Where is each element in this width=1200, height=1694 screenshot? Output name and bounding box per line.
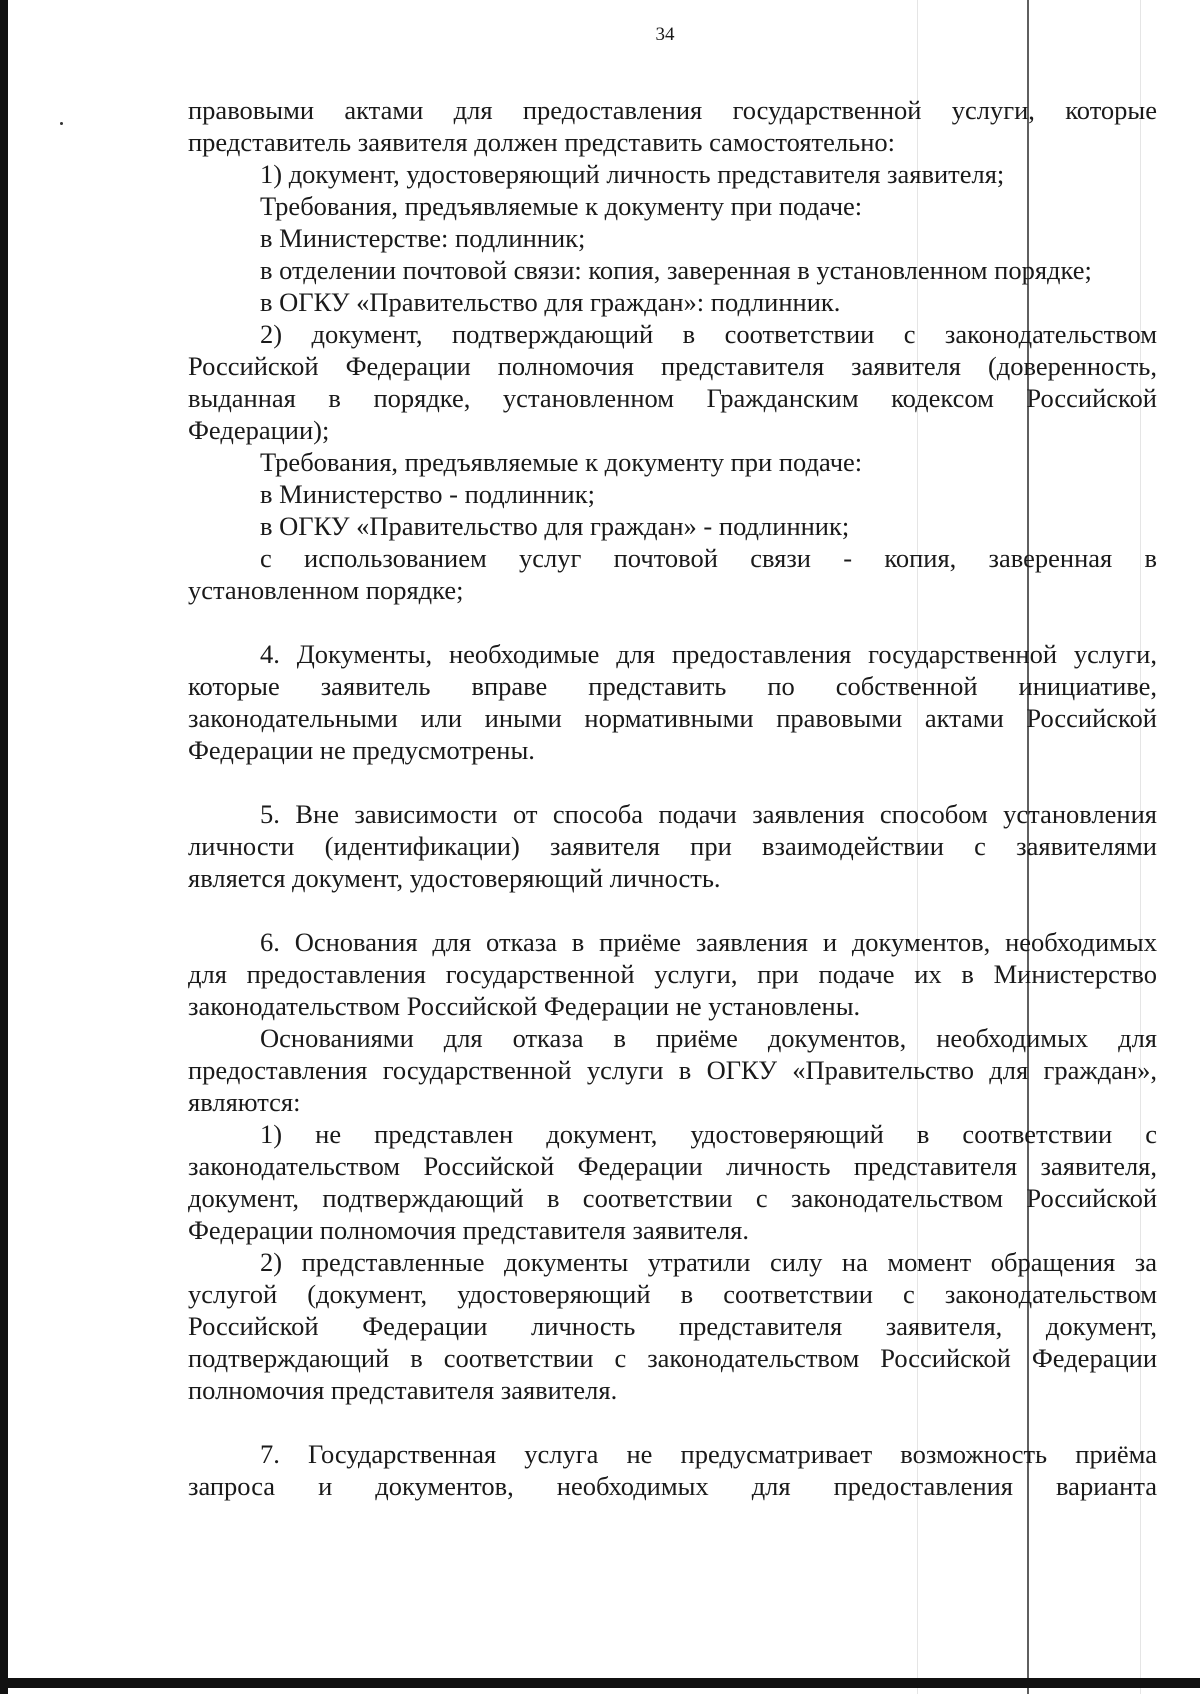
text-line: личности (идентификации) заявителя при взаимодействии с заявителями	[188, 831, 1157, 861]
scan-speck	[60, 122, 63, 125]
page-number: 34	[655, 24, 675, 45]
text-line: услугой (документ, удостоверяющий в соответствии с законодательством	[188, 1279, 1157, 1309]
text-line: 4. Документы, необходимые для предоставления государственной услуги,	[260, 639, 1157, 669]
scan-border-left	[0, 0, 8, 1694]
text-line: выданная в порядке, установленном Гражданским кодексом Российской	[188, 383, 1157, 413]
text-line: законодательством Российской Федерации не установлены.	[188, 991, 861, 1021]
text-line: Требования, предъявляемые к документу при подаче:	[260, 447, 863, 477]
text-line: 7. Государственная услуга не предусматривает возможность приёма	[260, 1439, 1157, 1469]
text-line: которые заявитель вправе представить по собственной инициативе,	[188, 671, 1157, 701]
text-line: 5. Вне зависимости от способа подачи заявления способом установления	[260, 799, 1157, 829]
text-line: в отделении почтовой связи: копия, заверенная в установленном порядке;	[260, 255, 1092, 285]
document-body	[188, 94, 1157, 1502]
text-line: правовыми актами для предоставления государственной услуги, которые	[188, 95, 1157, 125]
text-line: подтверждающий в соответствии с законодательством Российской Федерации	[188, 1343, 1157, 1373]
text-line: установленном порядке;	[188, 575, 464, 605]
text-line: с использованием услуг почтовой связи - копия, заверенная в	[260, 543, 1157, 573]
text-line: Требования, предъявляемые к документу при подаче:	[260, 191, 863, 221]
text-line: для предоставления государственной услуги, при подаче их в Министерство	[188, 959, 1157, 989]
paragraph-gap	[188, 606, 1157, 638]
text-line: предоставления государственной услуги в ОГКУ «Правительство для граждан»,	[188, 1055, 1157, 1085]
text-line: 1) документ, удостоверяющий личность представителя заявителя;	[260, 159, 1005, 189]
text-line: Федерации не предусмотрены.	[188, 735, 535, 765]
text-line: являются:	[188, 1087, 301, 1117]
text-line: в Министерстве: подлинник;	[260, 223, 586, 253]
text-line: Основаниями для отказа в приёме документов, необходимых для	[260, 1023, 1157, 1053]
text-line: 6. Основания для отказа в приёме заявления и документов, необходимых	[260, 927, 1157, 957]
paragraph-gap	[188, 894, 1157, 926]
text-line: в Министерство - подлинник;	[260, 479, 595, 509]
text-line: представитель заявителя должен представить самостоятельно:	[188, 127, 895, 157]
text-line: Российской Федерации личность представителя заявителя, документ,	[188, 1311, 1157, 1341]
text-line: 2) представленные документы утратили силу на момент обращения за	[260, 1247, 1157, 1277]
text-line: в ОГКУ «Правительство для граждан» - подлинник;	[260, 511, 850, 541]
scan-border-bottom	[0, 1678, 1200, 1688]
text-line: в ОГКУ «Правительство для граждан»: подлинник.	[260, 287, 841, 317]
text-line: 2) документ, подтверждающий в соответствии с законодательством	[260, 319, 1157, 349]
text-line: законодательством Российской Федерации личность представителя заявителя,	[188, 1151, 1157, 1181]
text-line: является документ, удостоверяющий личность.	[188, 863, 721, 893]
text-line: 1) не представлен документ, удостоверяющий в соответствии с	[260, 1119, 1157, 1149]
text-line: Российской Федерации полномочия представителя заявителя (доверенность,	[188, 351, 1157, 381]
text-line: запроса и документов, необходимых для предоставления варианта	[188, 1471, 1157, 1501]
text-line: Федерации);	[188, 415, 330, 445]
paragraph-gap	[188, 766, 1157, 798]
text-line: документ, подтверждающий в соответствии с законодательством Российской	[188, 1183, 1157, 1213]
text-line: законодательными или иными нормативными правовыми актами Российской	[188, 703, 1157, 733]
text-line: Федерации полномочия представителя заявителя.	[188, 1215, 749, 1245]
paragraph-gap	[188, 1406, 1157, 1438]
text-line: полномочия представителя заявителя.	[188, 1375, 618, 1405]
